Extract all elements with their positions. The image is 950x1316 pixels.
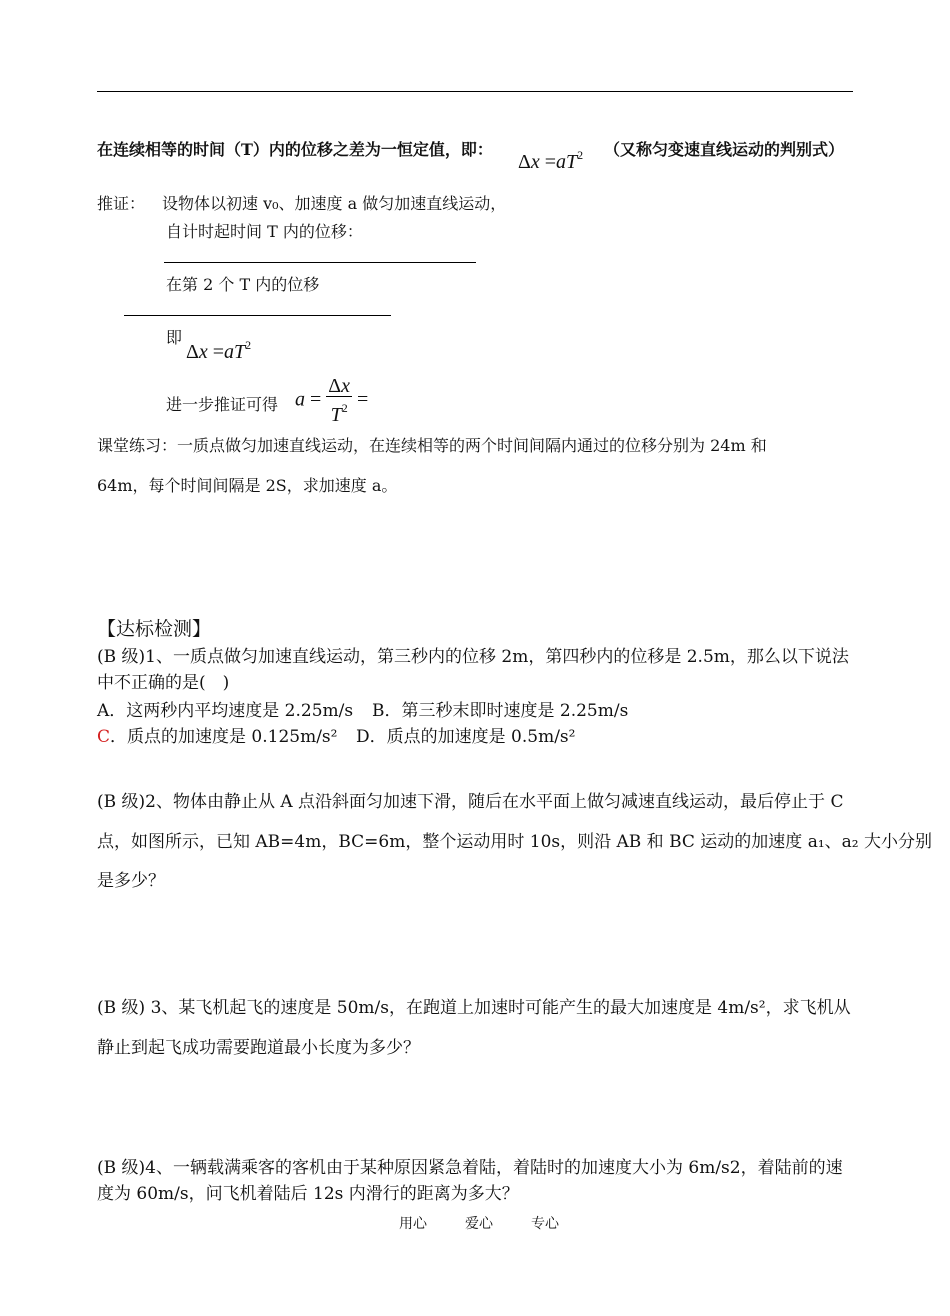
q2-line-1: (B 级)2、物体由静止从 A 点沿斜面匀加速下滑，随后在水平面上做匀减速直线运动，最后停止于 C	[97, 792, 844, 812]
proof-line-3: 在第 2 个 T 内的位移	[166, 275, 320, 294]
section-title: 【达标检测】	[97, 618, 212, 640]
proof-further: 进一步推证可得	[166, 395, 279, 414]
q4-line-2: 度为 60m/s，问飞机着陆后 12s 内滑行的距离为多大？	[97, 1184, 519, 1204]
rule-formula: $\Delta x =aT^2$	[518, 148, 584, 173]
q4-line-1: (B 级)4、一辆载满乘客的客机由于某种原因紧急着陆，着陆时的加速度大小为 6m/s2，着陆前的速	[97, 1158, 843, 1178]
q1-option-d: D．质点的加速度是 0.5m/s²	[356, 727, 576, 747]
practice-line-1: 课堂练习：一质点做匀加速直线运动，在连续相等的两个时间间隔内通过的位移分别为 24m 和	[97, 436, 767, 455]
q1-line-2: 中不正确的是( )	[97, 673, 230, 693]
rule-heading: 在连续相等的时间（T）内的位移之差为一恒定值，即：	[97, 140, 493, 159]
practice-line-2: 64m，每个时间间隔是 2S，求加速度 a。	[97, 476, 398, 495]
q1-line-1: (B 级)1、一质点做匀加速直线运动，第三秒内的位移 2m，第四秒内的位移是 2.5m，那么以下说法	[97, 647, 849, 667]
footer-item: 爱心	[465, 1216, 493, 1232]
rule-note: （又称匀变速直线运动的判别式）	[604, 140, 845, 159]
proof-label: 推证：	[97, 194, 146, 213]
q1-option-c	[97, 722, 337, 747]
q3-line-1: (B 级) 3、某飞机起飞的速度是 50m/s，在跑道上加速时可能产生的最大加速度是 4m/s²，求飞机从	[97, 998, 851, 1018]
q1-option-c-letter: C	[97, 727, 111, 747]
proof-ji: 即	[166, 328, 183, 347]
footer-item: 用心	[399, 1216, 427, 1232]
page-footer	[399, 1213, 597, 1233]
top-rule	[97, 91, 853, 92]
q2-line-2: 点，如图所示，已知 AB=4m，BC=6m，整个运动用时 10s，则沿 AB 和 BC 运动的加速度 a₁、a₂ 大小分别	[97, 832, 933, 852]
answer-blank-2	[124, 315, 391, 316]
acceleration-formula: a = $\frac{\Delta x}{T^2}$ =	[295, 375, 369, 426]
footer-item: 专心	[531, 1216, 559, 1232]
q1-option-b: B．第三秒末即时速度是 2.25m/s	[372, 701, 629, 721]
proof-line-1: 设物体以初速 v₀、加速度 a 做匀加速直线运动，	[162, 194, 507, 213]
q2-line-3: 是多少？	[97, 871, 165, 891]
proof-formula: $\Delta x =aT^2$	[186, 338, 252, 363]
proof-line-2: 自计时起时间 T 内的位移：	[166, 222, 363, 241]
q3-line-2: 静止到起飞成功需要跑道最小长度为多少？	[97, 1038, 420, 1058]
q1-option-c-text: ．质点的加速度是 0.125m/s²	[110, 727, 338, 747]
q1-option-a: A．这两秒内平均速度是 2.25m/s	[97, 701, 354, 721]
answer-blank-1	[164, 262, 476, 263]
